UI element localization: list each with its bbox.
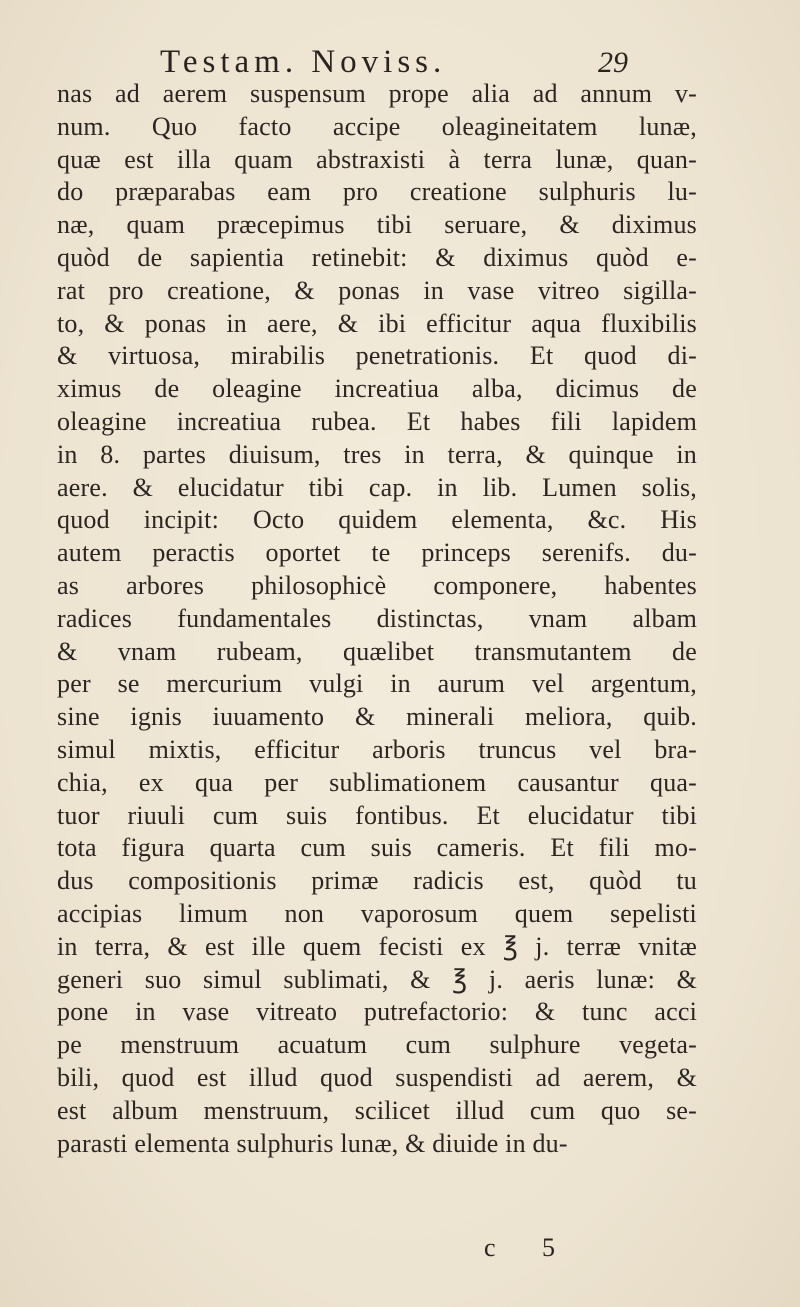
text-line: pone in vase vitreato putrefactorio: & tunc acci bbox=[57, 997, 697, 1027]
text-line: to, & ponas in aere, & ibi efficitur aqua fluxibilis bbox=[57, 308, 697, 338]
text-line: rat pro creatione, & ponas in vase vitreo sigilla- bbox=[57, 275, 697, 305]
signature-mark: c 5 bbox=[484, 1233, 576, 1262]
text-line: aere. & elucidatur tibi cap. in lib. Lumen solis, bbox=[57, 472, 697, 502]
text-line: est album menstruum, scilicet illud cum quo se- bbox=[57, 1095, 697, 1125]
text-line: accipias limum non vaporosum quem sepelisti bbox=[57, 898, 697, 928]
text-line: quæ est illa quam abstraxisti à terra lunæ, quan- bbox=[57, 144, 697, 174]
text-line: tota figura quarta cum suis cameris. Et fili mo- bbox=[57, 833, 697, 863]
text-line: chia, ex qua per sublimationem causantur qua- bbox=[57, 767, 697, 797]
page-number: 29 bbox=[598, 46, 628, 79]
text-line: tuor riuuli cum suis fontibus. Et elucidatur tibi bbox=[57, 800, 697, 830]
text-line: pe menstruum acuatum cum sulphure vegeta- bbox=[57, 1030, 697, 1060]
text-line: num. Quo facto accipe oleagineitatem lunæ, bbox=[57, 111, 697, 141]
text-line: generi suo simul sublimati, & ℥ j. aeris lunæ: & bbox=[57, 964, 697, 994]
text-line: quod incipit: Octo quidem elementa, &c. His bbox=[57, 505, 697, 535]
page-footer bbox=[0, 1233, 800, 1273]
running-title: Testam. Noviss. bbox=[160, 44, 447, 80]
text-line: per se mercurium vulgi in aurum vel argentum, bbox=[57, 669, 697, 699]
text-line: do præparabas eam pro creatione sulphuris lu- bbox=[57, 177, 697, 207]
text-line: bili, quod est illud quod suspendisti ad aerem, & bbox=[57, 1062, 697, 1092]
text-line: quòd de sapientia retinebit: & diximus quòd e- bbox=[57, 242, 697, 272]
text-line: dus compositionis primæ radicis est, quòd tu bbox=[57, 866, 697, 896]
body-text bbox=[57, 78, 697, 1160]
text-line: sine ignis iuuamento & minerali meliora, quib. bbox=[57, 702, 697, 732]
text-line: parasti elementa sulphuris lunæ, & diuide in du- bbox=[57, 1128, 568, 1158]
text-line: in terra, & est ille quem fecisti ex ℥ j. terræ vnitæ bbox=[57, 931, 697, 961]
text-line: radices fundamentales distinctas, vnam albam bbox=[57, 603, 697, 633]
text-line: in 8. partes diuisum, tres in terra, & quinque in bbox=[57, 439, 697, 469]
text-line: & virtuosa, mirabilis penetrationis. Et quod di- bbox=[57, 341, 697, 371]
text-line: ximus de oleagine increatiua alba, dicimus de bbox=[57, 374, 697, 404]
text-line: oleagine increatiua rubea. Et habes fili lapidem bbox=[57, 406, 697, 436]
text-line: simul mixtis, efficitur arboris truncus vel bra- bbox=[57, 734, 697, 764]
text-line: as arbores philosophicè componere, habentes bbox=[57, 570, 697, 600]
text-line: nas ad aerem suspensum prope alia ad annum v- bbox=[57, 79, 697, 108]
text-line: næ, quam præcepimus tibi seruare, & diximus bbox=[57, 210, 697, 240]
text-line: autem peractis oportet te princeps serenifs. du- bbox=[57, 538, 697, 568]
text-line: & vnam rubeam, quælibet transmutantem de bbox=[57, 636, 697, 666]
